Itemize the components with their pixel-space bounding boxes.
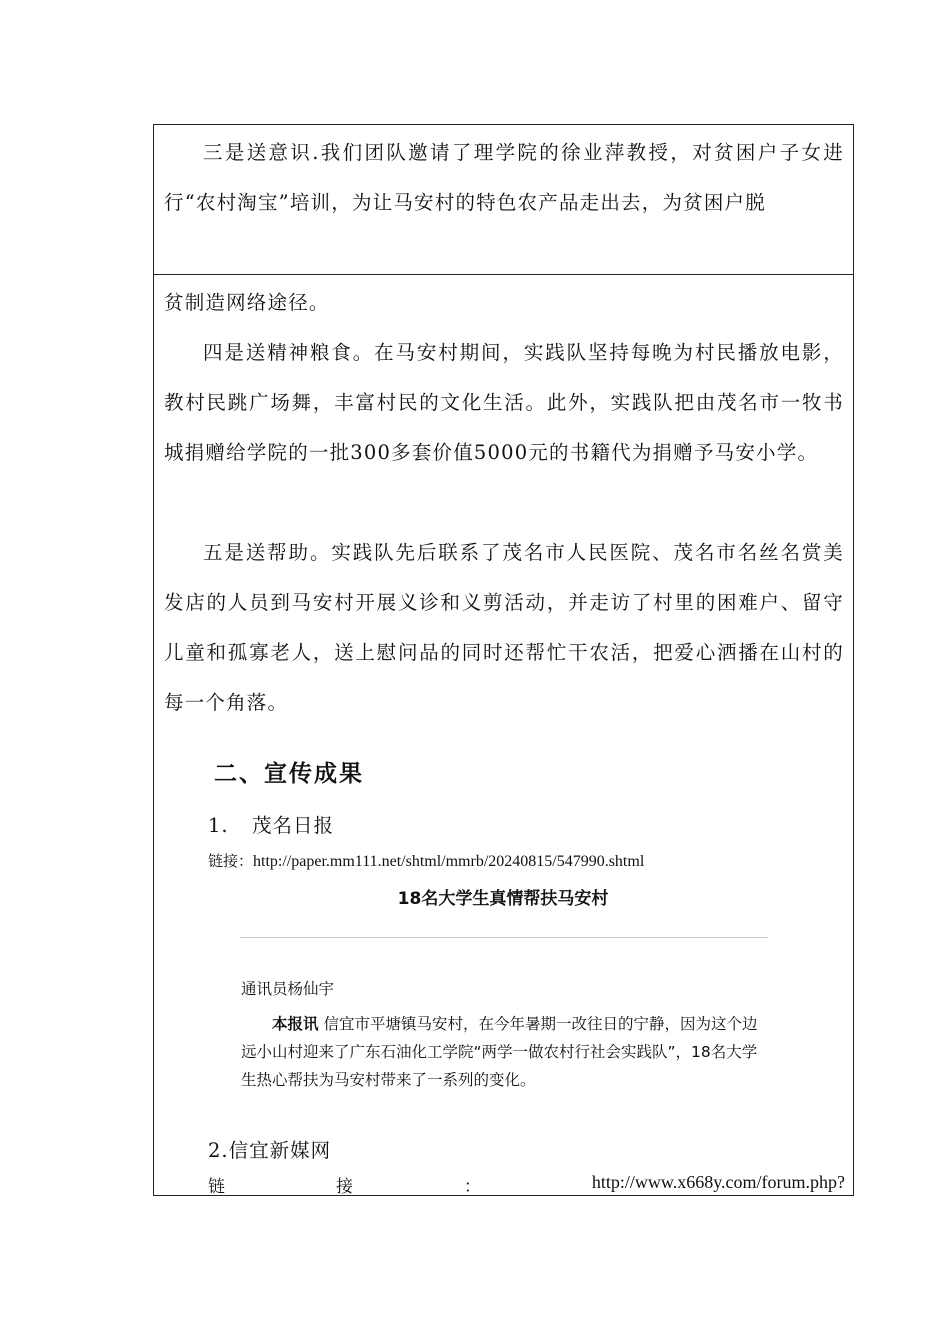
article-text: 信宜市平塘镇马安村，在今年暑期一改往日的宁静，因为这个边远小山村迎来了广东石油化工学院“两学一做农村行社会实践队”，18名大学生热心帮扶为马安村带来了一系列的变化。	[241, 1015, 758, 1089]
section-heading: 二、宣传成果	[214, 760, 364, 787]
article-body	[241, 1010, 761, 1094]
item-number: 1.	[208, 814, 229, 837]
paragraph-five: 五是送帮助。实践队先后联系了茂名市人民医院、茂名市名丝名赏美发店的人员到马安村开展义诊和义剪活动，并走访了村里的困难户、留守儿童和孤寡老人，送上慰问品的同时还帮忙干农活，把爱心洒播在山村的每一个角落。	[164, 541, 844, 714]
row-divider	[153, 274, 854, 275]
item-xinyi-newmedia: 2.信宜新媒网	[208, 1139, 332, 1162]
link-url-1[interactable]: http://paper.mm111.net/shtml/mmrb/20240815/547990.shtml	[253, 853, 645, 870]
article-title: 18名大学生真情帮扶马安村	[397, 889, 609, 909]
article-reporter: 通讯员杨仙宇	[241, 980, 335, 998]
link-line-1	[208, 850, 644, 871]
paragraph-three-continued: 贫制造网络途径。	[164, 291, 330, 314]
link-line-2	[208, 1172, 845, 1197]
link-label: 链接：	[208, 852, 254, 870]
news-clipping	[233, 880, 773, 1115]
link-url-2[interactable]: http://www.x668y.com/forum.php?	[591, 1172, 845, 1192]
link-char-1: 链	[208, 1177, 225, 1197]
link-char-3: ：	[463, 1177, 481, 1197]
paragraph-four: 四是送精神粮食。在马安村期间，实践队坚持每晚为村民播放电影，教村民跳广场舞，丰富村民的文化生活。此外，实践队把由茂名市一牧书城捐赠给学院的一批300多套价值5000元的书籍代为捐赠予马安小学。	[164, 341, 844, 464]
article-divider	[240, 937, 768, 938]
item-maoming-daily	[208, 810, 334, 838]
link-char-2: 接	[335, 1177, 353, 1197]
paragraph-three: 三是送意识.我们团队邀请了理学院的徐业萍教授，对贫困户子女进行“农村淘宝”培训，为让马安村的特色农产品走出去，为贫困户脱	[164, 141, 844, 214]
article-lead: 本报讯	[272, 1015, 319, 1033]
item-title: 茂名日报	[252, 814, 335, 837]
